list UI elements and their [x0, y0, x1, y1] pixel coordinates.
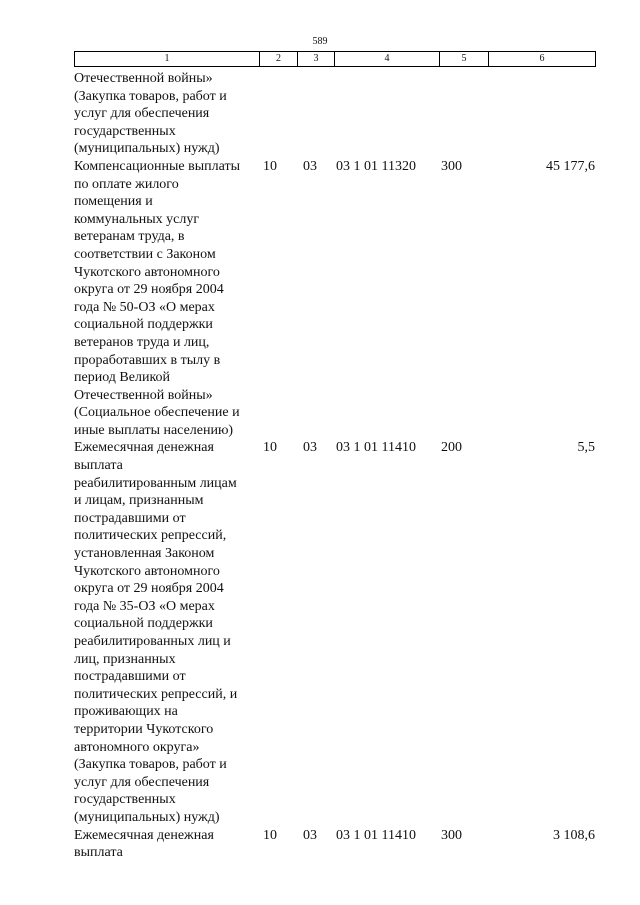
- header-col-4: 4: [335, 52, 440, 67]
- header-col-5: 5: [440, 52, 489, 67]
- row-amount: 5,5: [577, 440, 595, 456]
- row-expense-type: 200: [441, 440, 462, 456]
- row-description: Ежемесячная денежная выплата: [74, 827, 214, 861]
- table-row: [74, 70, 595, 158]
- row-target-article: 03 1 01 11410: [336, 827, 416, 843]
- header-col-1: 1: [75, 52, 260, 67]
- page-number: 589: [312, 36, 328, 47]
- table-row: [74, 158, 595, 440]
- row-section: [259, 70, 297, 158]
- row-subsection: 03: [303, 440, 317, 456]
- row-description: Ежемесячная денежная выплата реабилитированным лицам и лицам, признанным пострадавшими от политических репрессий, установленная Законом Чукотского автономного округа от 29 ноября 2004 года № 35-ОЗ «О мерах социальной поддержки реабилитированных лиц и лиц, признанных пострадавшими от политических репрессий, и проживающих на территории Чукотского автономного округа» (Закупка товаров, работ и услуг для обеспечения государственных (муниципальных) нужд): [74, 440, 238, 825]
- row-expense-type: 300: [441, 158, 462, 174]
- row-target-article: [334, 70, 439, 158]
- table-row: [74, 439, 595, 826]
- header-col-6: 6: [489, 52, 596, 67]
- row-section: 10: [263, 158, 277, 174]
- table-row: [74, 827, 595, 862]
- row-subsection: 03: [303, 158, 317, 174]
- table-header: [74, 51, 596, 67]
- budget-table: [74, 70, 595, 862]
- row-section: 10: [263, 827, 277, 843]
- row-section: 10: [263, 440, 277, 456]
- row-subsection: [297, 70, 334, 158]
- row-amount: [488, 70, 595, 158]
- row-description: Отечественной войны» (Закупка товаров, работ и услуг для обеспечения государственных (муниципальных) нужд): [74, 71, 227, 157]
- row-expense-type: [439, 70, 488, 158]
- row-amount: 45 177,6: [546, 158, 595, 174]
- header-col-2: 2: [260, 52, 298, 67]
- row-amount: 3 108,6: [553, 827, 595, 843]
- header-col-3: 3: [298, 52, 335, 67]
- row-description: Компенсационные выплаты по оплате жилого помещения и коммунальных услуг ветеранам труда, в соответствии с Законом Чукотского автономного округа от 29 ноября 2004 года № 50-ОЗ «О мерах социальной поддержки ветеранов труда и лиц, проработавших в тылу в период Великой Отечественной войны» (Социальное обеспечение и иные выплаты населению): [74, 158, 240, 438]
- row-subsection: 03: [303, 827, 317, 843]
- row-target-article: 03 1 01 11320: [336, 158, 416, 174]
- row-expense-type: 300: [441, 827, 462, 843]
- row-target-article: 03 1 01 11410: [336, 440, 416, 456]
